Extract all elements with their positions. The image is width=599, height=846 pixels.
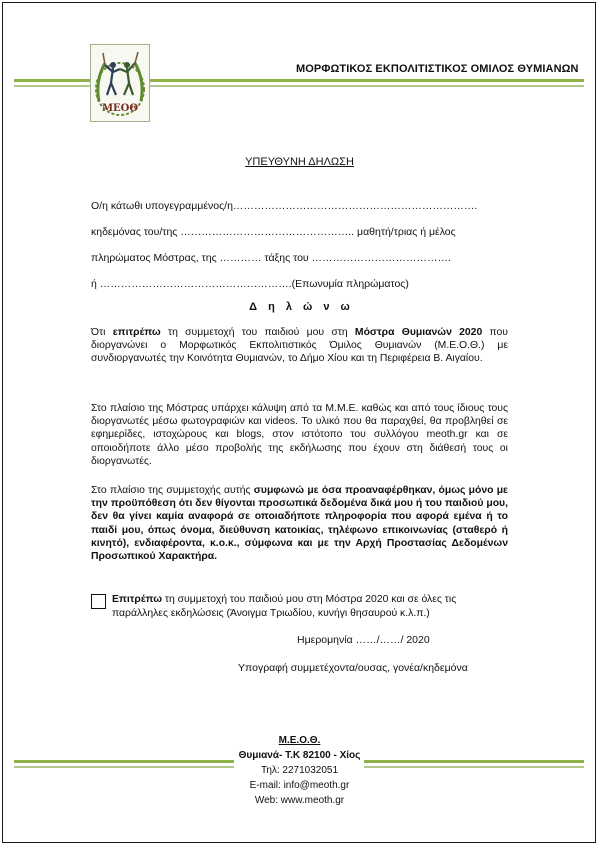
header-rule-left-2 bbox=[14, 85, 90, 87]
footer-org: Μ.Ε.Ο.Θ. bbox=[278, 735, 321, 746]
document-title: ΥΠΕΥΘΥΝΗ ΔΗΛΩΣΗ bbox=[245, 156, 354, 168]
footer-address: Θυμιανά- Τ.Κ 82100 - Χίος bbox=[238, 750, 361, 761]
header-rule-right-2 bbox=[150, 85, 584, 87]
footer-website[interactable]: Web: www.meoth.gr bbox=[254, 795, 345, 806]
org-name: ΜΟΡΦΩΤΙΚΟΣ ΕΚΠΟΛΙΤΙΣΤΙΚΟΣ ΟΜΙΛΟΣ ΘΥΜΙΑΝΩΝ bbox=[296, 63, 579, 75]
form-line-name[interactable]: Ο/η κάτωθι υπογεγραμμένος/η……………………………………………………………. bbox=[91, 200, 478, 212]
footer-email[interactable]: E-mail: info@meoth.gr bbox=[249, 780, 350, 791]
paragraph-media: Στο πλαίσιο της Μόστρας υπάρχει κάλυψη από τα Μ.Μ.Ε. καθώς και από τους ίδιους τους διοργανωτές μέσω φωτογραφιών και videos. Το υλικό που θα παραχθεί, θα προβληθεί σε εφημερίδες, ιστοχώρους και blogs, στον ιστότοπο του συλλόγου meoth.gr και σε οποιοδήποτε άλλο μέσο προβολής της εκδήλωσης που έχουν στη διάθεσή τους οι διοργανωτές. bbox=[91, 403, 508, 467]
header-rule-right bbox=[150, 79, 584, 82]
logo-text: ΜΕΟΘ bbox=[101, 103, 139, 114]
checkbox-label: Επιτρέπω τη συμμετοχή του παιδιού μου στη Μόστρα 2020 και σε όλες τις παράλληλες εκδηλώσεις (Άνοιγμα Τριωδίου, κυνήγι θησαυρού κ.λ.π.) bbox=[112, 594, 457, 619]
footer-phone: Τηλ: 2271032051 bbox=[260, 765, 339, 776]
logo-meoth bbox=[90, 44, 150, 122]
paragraph-consent: Ότι επιτρέπω τη συμμετοχή του παιδιού μου στη Μόστρα Θυμιανών 2020 που διοργανώνει ο Μορφωτικός Εκπολιτιστικός Όμιλος Θυμιανών (Μ.Ε.Ο.Θ.) με συνδιοργανωτές την Κοινότητα Θυμιανών, το Δήμο Χίου και τη Περιφέρεια Β. Αιγαίου. bbox=[91, 327, 508, 365]
form-line-crew[interactable]: πληρώματος Μόστρας, της ………… τάξης του …………………………………. bbox=[91, 252, 451, 264]
date-field[interactable]: Ημερομηνία ……/……/ 2020 bbox=[297, 634, 430, 646]
header-rule-left bbox=[14, 79, 90, 82]
form-line-guardian[interactable]: κηδεμόνας του/της ………………………………………….. μαθητή/τριας ή μέλος bbox=[91, 226, 456, 238]
consent-checkbox[interactable] bbox=[91, 594, 106, 609]
paragraph-data-protection: Στο πλαίσιο της συμμετοχής αυτής συμφωνώ με όσα προαναφέρθηκαν, όμως μόνο με την προϋπόθεση ότι δεν θίγονται προσωπικά δεδομένα δικά μου ή του παιδιού μου, δεν θα γίνει καμία αναφορά σε οποιαδήποτε πληροφορία που αφορά εμένα ή το παιδί μου, όπως όνομα, διεύθυνση κατοικίας, τηλέφωνο επικοινωνίας (σταθερό ή κινητό), ενδιαφέροντα, κ.ο.κ., σύμφωνα και με την Αρχή Προστασίας Δεδομένων Προσωπικού Χαρακτήρα. bbox=[91, 485, 508, 563]
form-line-crew-name[interactable]: ή ……………………………………………….(Επωνυμία πληρώματος) bbox=[91, 278, 409, 290]
declare-heading: Δ η λ ώ ν ω bbox=[249, 301, 350, 313]
signature-label: Υπογραφή συμμετέχοντα/ουσας, γονέα/κηδεμόνα bbox=[238, 662, 468, 674]
